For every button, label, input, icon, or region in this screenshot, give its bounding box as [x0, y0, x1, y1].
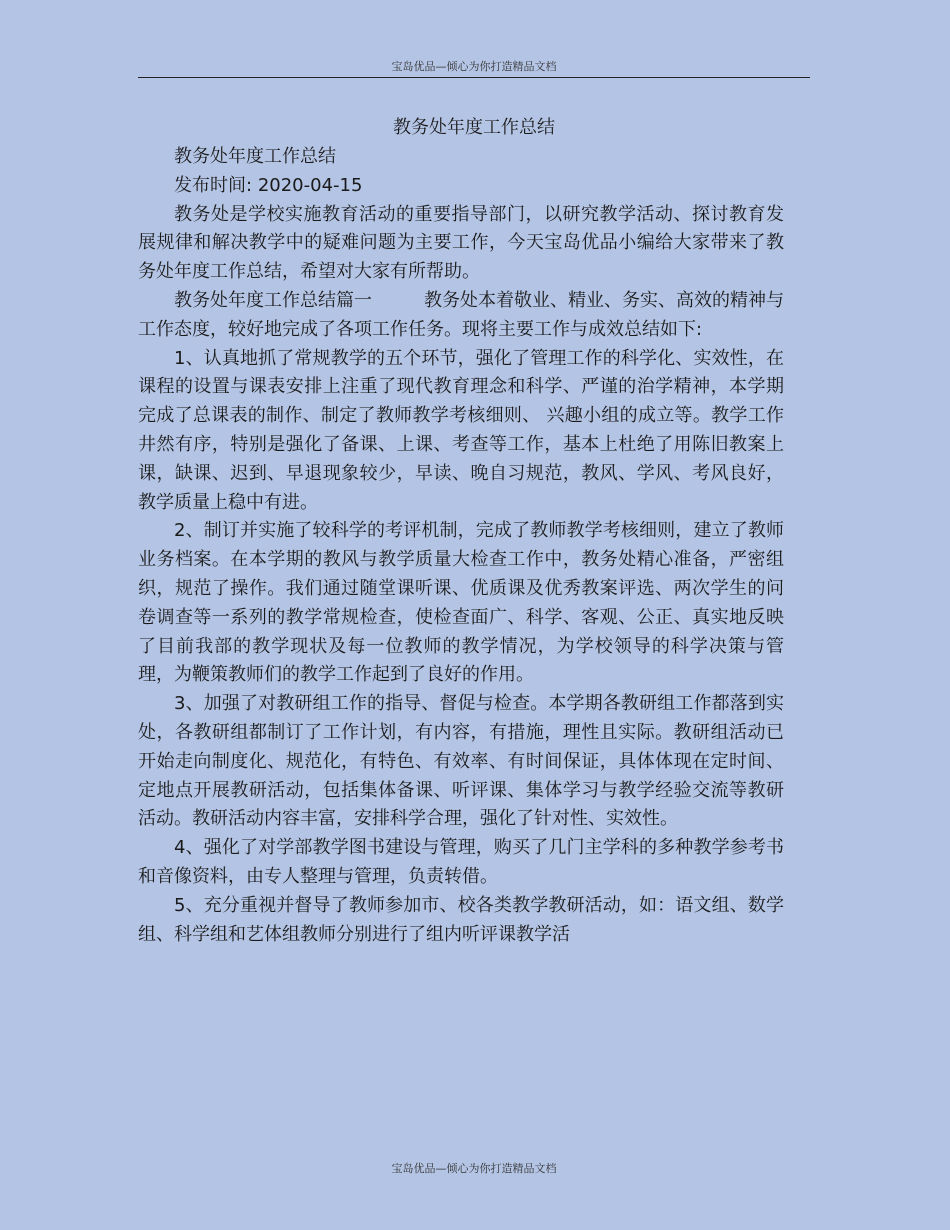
document-body	[138, 143, 784, 949]
document-subtitle: 教务处年度工作总结	[174, 146, 336, 167]
item-paragraph-1: 1、认真地抓了常规教学的五个环节，强化了管理工作的科学化、实效性，在课程的设置与课表安排上注重了现代教育理念和科学、严谨的治学精神，本学期完成了总课表的制作、制定了教师教学考核细则、 兴趣小组的成立等。教学工作井然有序，特别是强化了备课、上课、考查等工作，基本上杜绝了用陈旧教案上课，缺课、迟到、早退现象较少，早读、晚自习规范，教风、学风、考风良好，教学质量上稳中有进。	[138, 347, 784, 513]
item-paragraph-4: 4、强化了对学部教学图书建设与管理，购买了几门主学科的多种教学参考书和音像资料，由专人整理与管理，负责转借。	[138, 837, 784, 887]
publish-date: 2020-04-15	[257, 174, 363, 196]
section-heading: 教务处年度工作总结篇一	[174, 289, 372, 311]
intro-paragraph: 教务处是学校实施教育活动的重要指导部门，以研究教学活动、探讨教育发展规律和解决教学中的疑难问题为主要工作，今天宝岛优品小编给大家带来了教务处年度工作总结，希望对大家有所帮助。	[138, 203, 784, 283]
publish-label: 发布时间:	[174, 174, 253, 196]
page-header: 宝岛优品—倾心为你打造精品文档	[391, 60, 557, 73]
item-paragraph-2: 2、制订并实施了较科学的考评机制，完成了教师教学考核细则，建立了教师业务档案。在本学期的教风与教学质量大检查工作中，教务处精心准备，严密组织，规范了操作。我们通过随堂课听课、优质课及优秀教案评选、两次学生的问卷调查等一系列的教学常规检查，使检查面广、科学、客观、公正、真实地反映了目前我部的教学现状及每一位教师的教学情况，为学校领导的科学决策与管理，为鞭策教师们的教学工作起到了良好的作用。	[138, 520, 784, 686]
item-paragraph-3: 3、加强了对教研组工作的指导、督促与检查。本学期各教研组工作都落到实处，各教研组都制订了工作计划，有内容，有措施，理性且实际。教研组活动已开始走向制度化、规范化，有特色、有效率、有时间保证，具体体现在定时间、定地点开展教研活动，包括集体备课、听评课、集体学习与教学经验交流等教研活动。教研活动内容丰富，安排科学合理，强化了针对性、实效性。	[138, 693, 784, 830]
header-divider	[138, 77, 810, 78]
item-paragraph-5: 5、充分重视并督导了教师参加市、校各类教学教研活动，如：语文组、数学组、科学组和艺体组教师分别进行了组内听评课教学活	[138, 894, 784, 945]
publish-line	[138, 172, 784, 201]
section-paragraph	[138, 287, 784, 345]
document-title: 教务处年度工作总结	[393, 117, 555, 138]
page-footer: 宝岛优品—倾心为你打造精品文档	[391, 1162, 557, 1175]
section-lead: 教务处本着敬业、精业、务实、高效的精神与工作态度，较好地完成了各项工作任务。现将主要工作与成效总结如下:	[138, 289, 784, 340]
